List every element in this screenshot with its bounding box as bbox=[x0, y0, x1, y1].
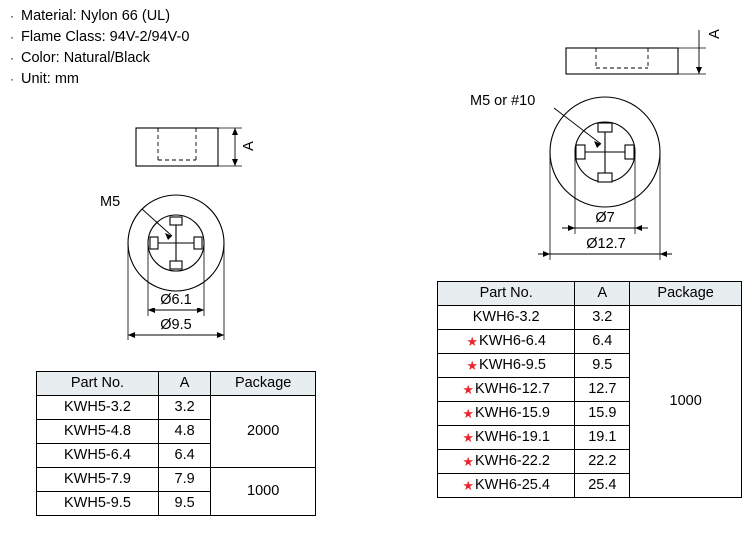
cell-part-no bbox=[438, 306, 575, 330]
spec-item-label: Material: Nylon 66 (UL) bbox=[21, 8, 171, 24]
table-row bbox=[438, 306, 742, 330]
spec-item bbox=[10, 27, 340, 48]
part-no-text: KWH6-25.4 bbox=[475, 477, 550, 493]
spec-item bbox=[10, 69, 340, 90]
cell-part-no: KWH5-4.8 bbox=[37, 420, 159, 444]
cell-a: 19.1 bbox=[575, 426, 630, 450]
part-no-text: KWH6-6.4 bbox=[479, 333, 546, 349]
cell-part-no bbox=[438, 450, 575, 474]
right-top-view-drawing bbox=[470, 92, 700, 282]
spec-item bbox=[10, 6, 340, 27]
kwh6-table-wrapper bbox=[437, 281, 742, 498]
cell-part-no bbox=[438, 378, 575, 402]
cell-a: 25.4 bbox=[575, 474, 630, 498]
cell-a: 9.5 bbox=[158, 492, 210, 516]
cell-part-no: KWH5-6.4 bbox=[37, 444, 159, 468]
dimension-label-a: A bbox=[241, 141, 257, 151]
cell-a: 6.4 bbox=[158, 444, 210, 468]
cell-a: 6.4 bbox=[575, 330, 630, 354]
thread-callout-label: M5 bbox=[100, 194, 121, 210]
spec-item-label: Unit: mm bbox=[21, 71, 79, 87]
column-header-part-no: Part No. bbox=[37, 372, 159, 396]
cell-part-no bbox=[438, 474, 575, 498]
part-no-text: KWH6-19.1 bbox=[475, 429, 550, 445]
part-no-text: KWH6-15.9 bbox=[475, 405, 550, 421]
spec-item-label: Flame Class: 94V-2/94V-0 bbox=[21, 29, 190, 45]
specification-list bbox=[10, 6, 340, 90]
part-no-text: KWH6-12.7 bbox=[475, 381, 550, 397]
dimension-label-outer-diameter: Ø9.5 bbox=[152, 317, 200, 333]
star-icon: ★ bbox=[466, 334, 479, 349]
kwh5-parts-table bbox=[36, 371, 316, 516]
cell-a: 3.2 bbox=[575, 306, 630, 330]
cell-part-no bbox=[438, 426, 575, 450]
right-side-view-drawing bbox=[560, 24, 740, 88]
cell-a: 9.5 bbox=[575, 354, 630, 378]
part-no-text: KWH6-22.2 bbox=[475, 453, 550, 469]
bullet-icon: · bbox=[10, 30, 14, 44]
cell-a: 4.8 bbox=[158, 420, 210, 444]
star-icon: ★ bbox=[462, 382, 475, 397]
left-top-view-drawing bbox=[96, 188, 286, 358]
kwh5-table-wrapper bbox=[36, 371, 316, 516]
cell-a: 3.2 bbox=[158, 396, 210, 420]
cell-package: 1000 bbox=[211, 468, 316, 516]
cell-part-no: KWH5-7.9 bbox=[37, 468, 159, 492]
kwh6-parts-table bbox=[437, 281, 742, 498]
column-header-part-no: Part No. bbox=[438, 282, 575, 306]
column-header-package: Package bbox=[211, 372, 316, 396]
spec-item-label: Color: Natural/Black bbox=[21, 50, 150, 66]
dimension-label-inner-diameter: Ø6.1 bbox=[152, 292, 200, 308]
star-icon: ★ bbox=[462, 478, 475, 493]
table-header-row bbox=[438, 282, 742, 306]
cell-part-no: KWH5-3.2 bbox=[37, 396, 159, 420]
table-row bbox=[37, 468, 316, 492]
column-header-a: A bbox=[575, 282, 630, 306]
cell-a: 12.7 bbox=[575, 378, 630, 402]
column-header-a: A bbox=[158, 372, 210, 396]
column-header-package: Package bbox=[630, 282, 742, 306]
cell-a: 22.2 bbox=[575, 450, 630, 474]
star-icon: ★ bbox=[462, 430, 475, 445]
bullet-icon: · bbox=[10, 72, 14, 86]
cell-a: 7.9 bbox=[158, 468, 210, 492]
cell-part-no bbox=[438, 354, 575, 378]
spec-item bbox=[10, 48, 340, 69]
part-no-text: KWH6-9.5 bbox=[479, 357, 546, 373]
table-row bbox=[37, 396, 316, 420]
cell-package: 2000 bbox=[211, 396, 316, 468]
star-icon: ★ bbox=[462, 454, 475, 469]
bullet-icon: · bbox=[10, 9, 14, 23]
right-top-view-svg bbox=[470, 92, 700, 282]
bullet-icon: · bbox=[10, 51, 14, 65]
cell-part-no bbox=[438, 330, 575, 354]
table-header-row bbox=[37, 372, 316, 396]
cell-package: 1000 bbox=[630, 306, 742, 498]
part-no-text: KWH6-3.2 bbox=[472, 309, 540, 325]
thread-callout-label: M5 or #10 bbox=[470, 93, 536, 109]
cell-part-no: KWH5-9.5 bbox=[37, 492, 159, 516]
dimension-label-outer-diameter: Ø12.7 bbox=[575, 236, 637, 252]
dimension-label-inner-diameter: Ø7 bbox=[580, 210, 630, 226]
star-icon: ★ bbox=[462, 406, 475, 421]
left-side-view-drawing bbox=[130, 118, 260, 178]
star-icon: ★ bbox=[466, 358, 479, 373]
cell-a: 15.9 bbox=[575, 402, 630, 426]
cell-part-no bbox=[438, 402, 575, 426]
dimension-label-a: A bbox=[707, 29, 723, 39]
